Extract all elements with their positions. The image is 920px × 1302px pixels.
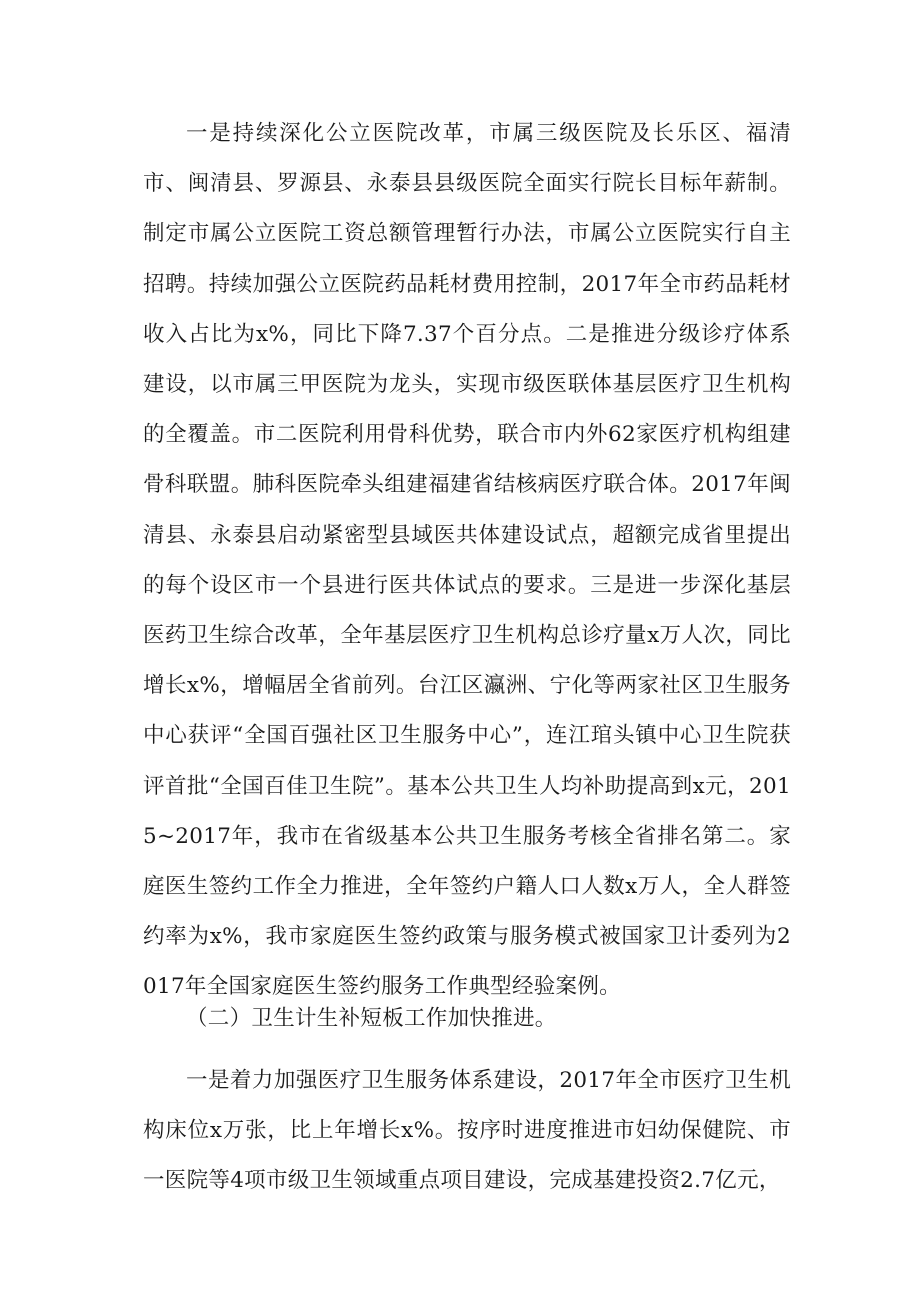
- section-heading: （二）卫生计生补短板工作加快推进。: [186, 1006, 557, 1031]
- paragraph-reform: 一是持续深化公立医院改革，市属三级医院及长乐区、福清市、闽清县、罗源县、永泰县县级医院全面实行院长目标年薪制。制定市属公立医院工资总额管理暂行办法，市属公立医院实行自主招聘。持续加强公立医院药品耗材费用控制，2017年全市药品耗材收入占比为x%，同比下降7.37个百分点。二是推进分级诊疗体系建设，以市属三甲医院为龙头，实现市级医联体基层医疗卫生机构的全覆盖。市二医院利用骨科优势，联合市内外62家医疗机构组建骨科联盟。肺科医院牵头组建福建省结核病医疗联合体。2017年闽清县、永泰县启动紧密型县域医共体建设试点，超额完成省里提出的每个设区市一个县进行医共体试点的要求。三是进一步深化基层医药卫生综合改革，全年基层医疗卫生机构总诊疗量x万人次，同比增长x%，增幅居全省前列。台江区瀛洲、宁化等两家社区卫生服务中心获评“全国百强社区卫生服务中心”，连江琯头镇中心卫生院获评首批“全国百佳卫生院”。基本公共卫生人均补助提高到x元，2015~2017年，我市在省级基本公共卫生服务考核全省排名第二。家庭医生签约工作全力推进，全年签约户籍人口人数x万人，全人群签约率为x%，我市家庭医生签约政策与服务模式被国家卫计委列为2017年全国家庭医生签约服务工作典型经验案例。: [143, 121, 791, 1000]
- paragraph-service-system: 一是着力加强医疗卫生服务体系建设，2017年全市医疗卫生机构床位x万张，比上年增长x%。按序时进度推进市妇幼保健院、市一医院等4项市级卫生领域重点项目建设，完成基建投资2.7亿元，: [143, 1068, 791, 1194]
